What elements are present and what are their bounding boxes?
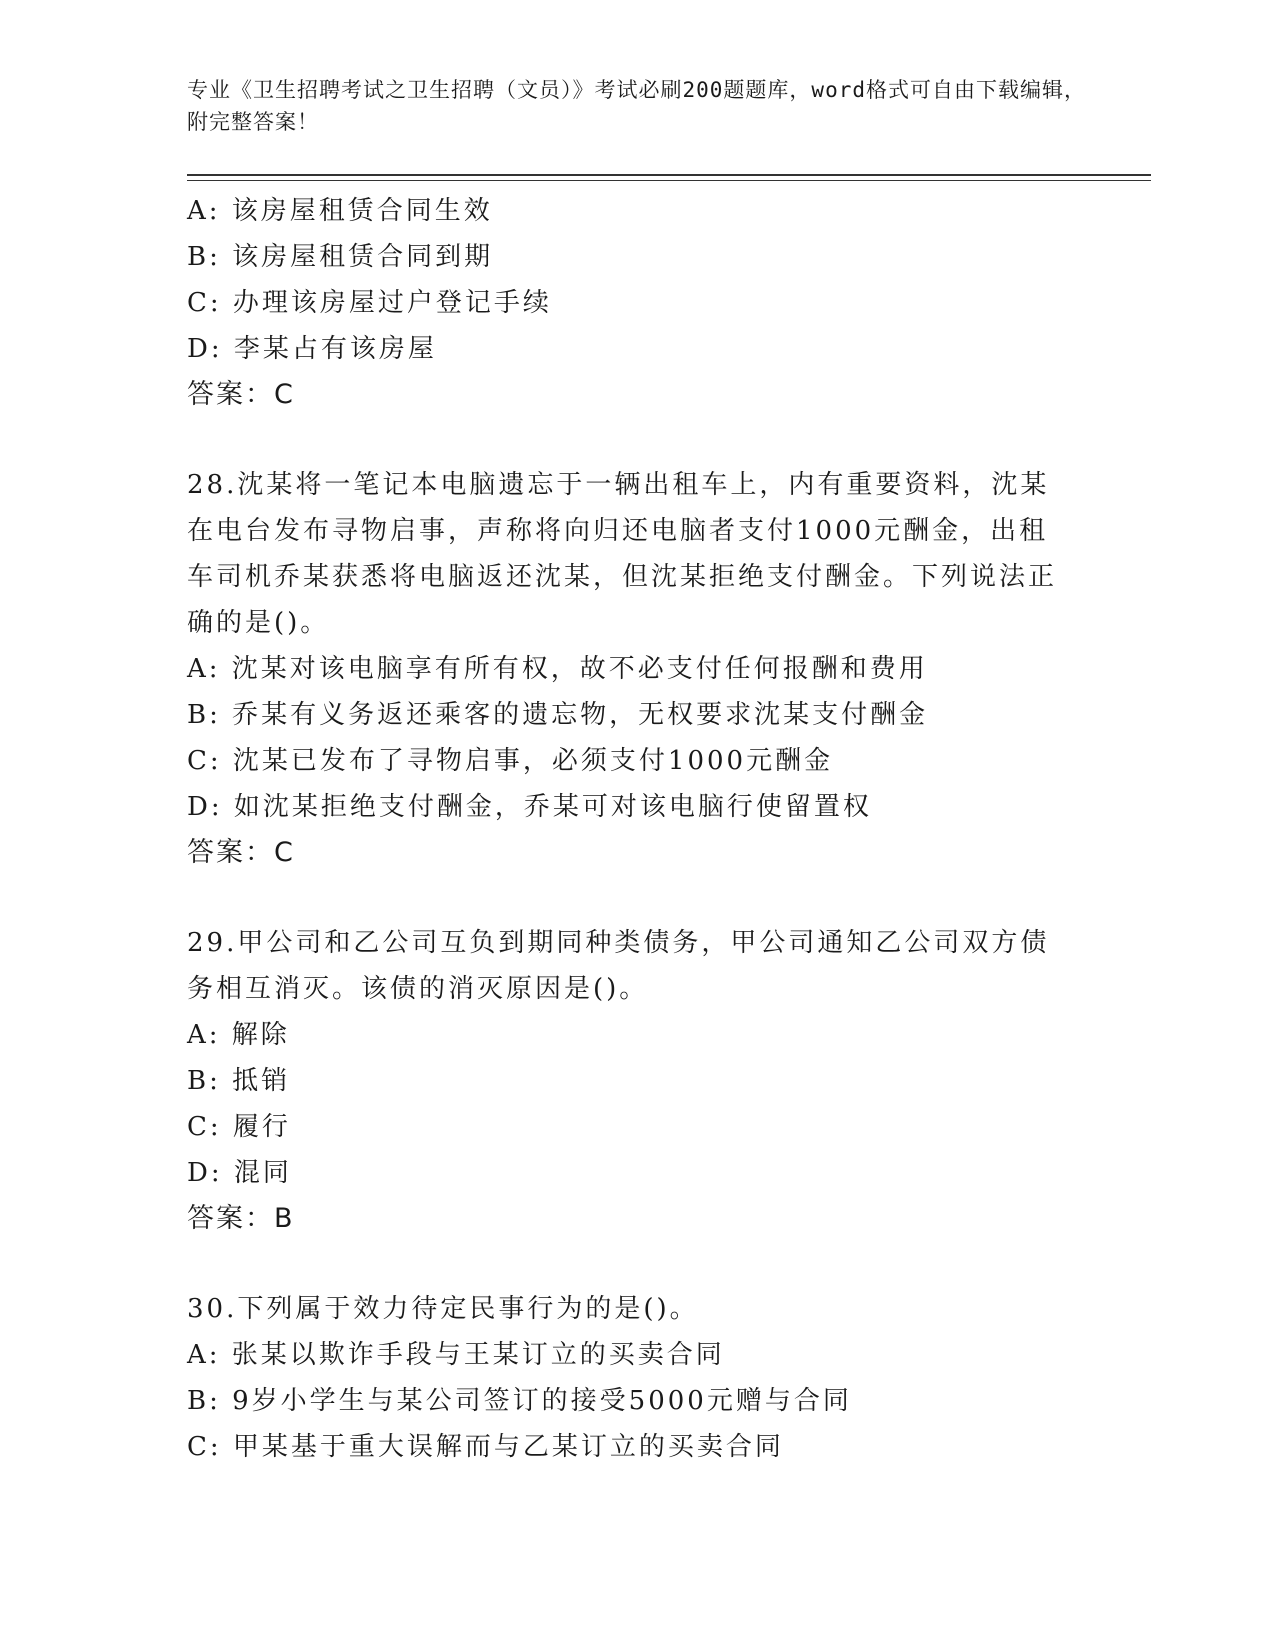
question-block-28 xyxy=(187,462,1087,876)
question-block-30 xyxy=(187,1286,1087,1470)
option-d: D: 如沈某拒绝支付酬金，乔某可对该电脑行使留置权 xyxy=(187,792,872,822)
answer-line: 答案：B xyxy=(187,1203,295,1234)
question-block-27-tail xyxy=(187,188,1087,418)
question-text: 28.沈某将一笔记本电脑遗忘于一辆出租车上，内有重要资料，沈某在电台发布寻物启事，声称将向归还电脑者支付1000元酬金，出租车司机乔某获悉将电脑返还沈某，但沈某拒绝支付酬金。下列说法正确的是()。 xyxy=(187,470,1058,638)
option-c: C: 甲某基于重大误解而与乙某订立的买卖合同 xyxy=(187,1432,784,1462)
spacer xyxy=(187,876,1087,920)
option-b: B: 抵销 xyxy=(187,1066,291,1096)
option-b: B: 该房屋租赁合同到期 xyxy=(187,242,494,272)
answer-line: 答案：C xyxy=(187,379,295,410)
option-c: C: 沈某已发布了寻物启事，必须支付1000元酬金 xyxy=(187,746,834,776)
header-rule-thick xyxy=(187,174,1151,176)
spacer xyxy=(187,418,1087,462)
option-b: B: 9岁小学生与某公司签订的接受5000元赠与合同 xyxy=(187,1386,852,1416)
answer-line: 答案：C xyxy=(187,837,295,868)
option-a: A: 解除 xyxy=(187,1020,290,1050)
spacer xyxy=(187,1242,1087,1286)
question-content xyxy=(187,188,1087,1470)
option-a: A: 张某以欺诈手段与王某订立的买卖合同 xyxy=(187,1340,725,1370)
option-a: A: 沈某对该电脑享有所有权，故不必支付任何报酬和费用 xyxy=(187,654,928,684)
document-header: 专业《卫生招聘考试之卫生招聘（文员）》考试必刷200题题库，word格式可自由下载编辑，附完整答案！ xyxy=(187,78,1086,134)
question-text: 29.甲公司和乙公司互负到期同种类债务，甲公司通知乙公司双方债务相互消灭。该债的消灭原因是()。 xyxy=(187,928,1050,1004)
option-d: D: 李某占有该房屋 xyxy=(187,334,437,364)
option-b: B: 乔某有义务返还乘客的遗忘物，无权要求沈某支付酬金 xyxy=(187,700,929,730)
header-rule-thin xyxy=(187,180,1151,181)
option-d: D: 混同 xyxy=(187,1158,292,1188)
option-c: C: 履行 xyxy=(187,1112,291,1142)
question-block-29 xyxy=(187,920,1087,1242)
option-c: C: 办理该房屋过户登记手续 xyxy=(187,288,552,318)
option-a: A: 该房屋租赁合同生效 xyxy=(187,196,493,226)
question-text: 30.下列属于效力待定民事行为的是()。 xyxy=(187,1294,699,1324)
